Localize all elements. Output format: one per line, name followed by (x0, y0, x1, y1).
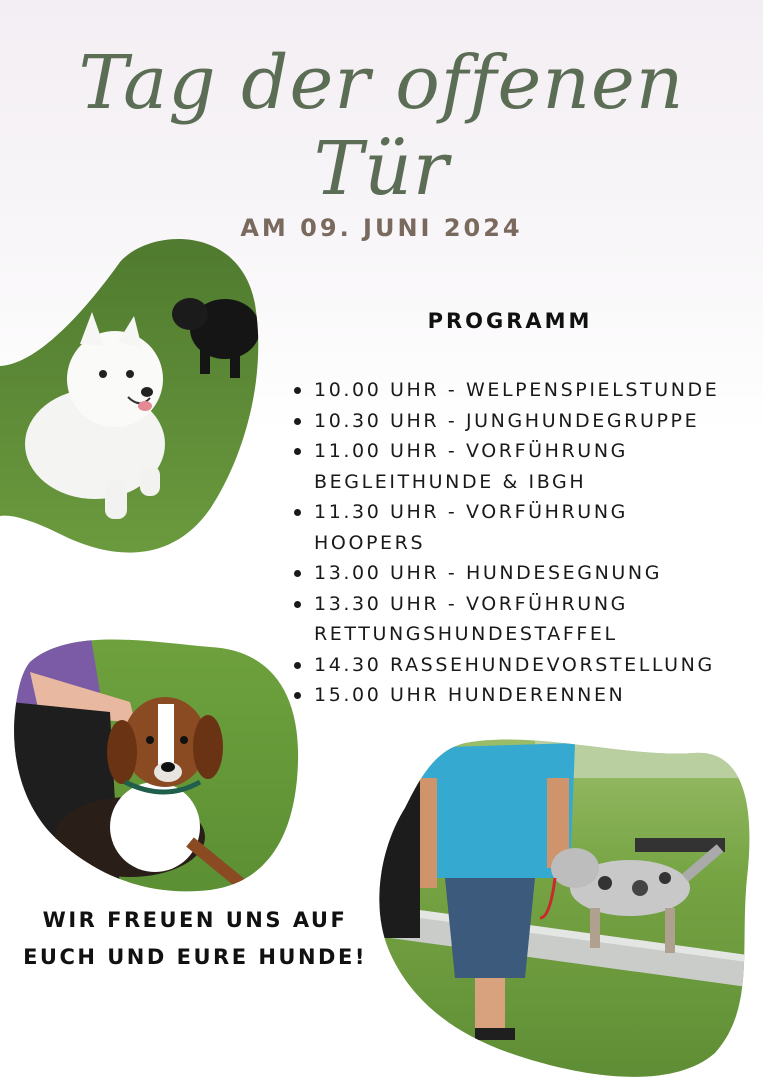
program-item: 14.30 RASSEHUNDEVORSTELLUNG (292, 650, 752, 681)
program-item: 11.30 UHR - VORFÜHRUNG HOOPERS (292, 497, 674, 558)
program-item: 11.00 UHR - VORFÜHRUNG BEGLEITHUNDE & IBGH (292, 436, 674, 497)
program-heading: PROGRAMM (427, 309, 593, 333)
bullet-icon (294, 509, 301, 516)
event-title: Tag der offenen Tür (78, 40, 685, 212)
bullet-icon (294, 570, 301, 577)
bullet-icon (294, 418, 301, 425)
photo-beagle (10, 632, 302, 894)
bullet-icon (294, 601, 301, 608)
program-item: 13.00 UHR - HUNDESEGNUNG (292, 558, 752, 589)
bullet-icon (294, 448, 301, 455)
program-item: 13.30 UHR - VORFÜHRUNG RETTUNGSHUNDESTAFFEL (292, 589, 674, 650)
event-date: AM 09. JUNI 2024 (240, 214, 523, 242)
program-item: 10.30 UHR - JUNGHUNDEGRUPPE (292, 406, 752, 437)
program-list (292, 375, 752, 711)
photo-agility-dog (375, 738, 755, 1080)
closing-message: WIR FREUEN UNS AUF EUCH UND EURE HUNDE! (23, 908, 367, 969)
bullet-icon (294, 387, 301, 394)
program-item: 15.00 UHR HUNDERENNEN (292, 680, 752, 711)
program-item: 10.00 UHR - WELPENSPIELSTUNDE (292, 375, 752, 406)
photo-white-samoyed (0, 234, 262, 554)
